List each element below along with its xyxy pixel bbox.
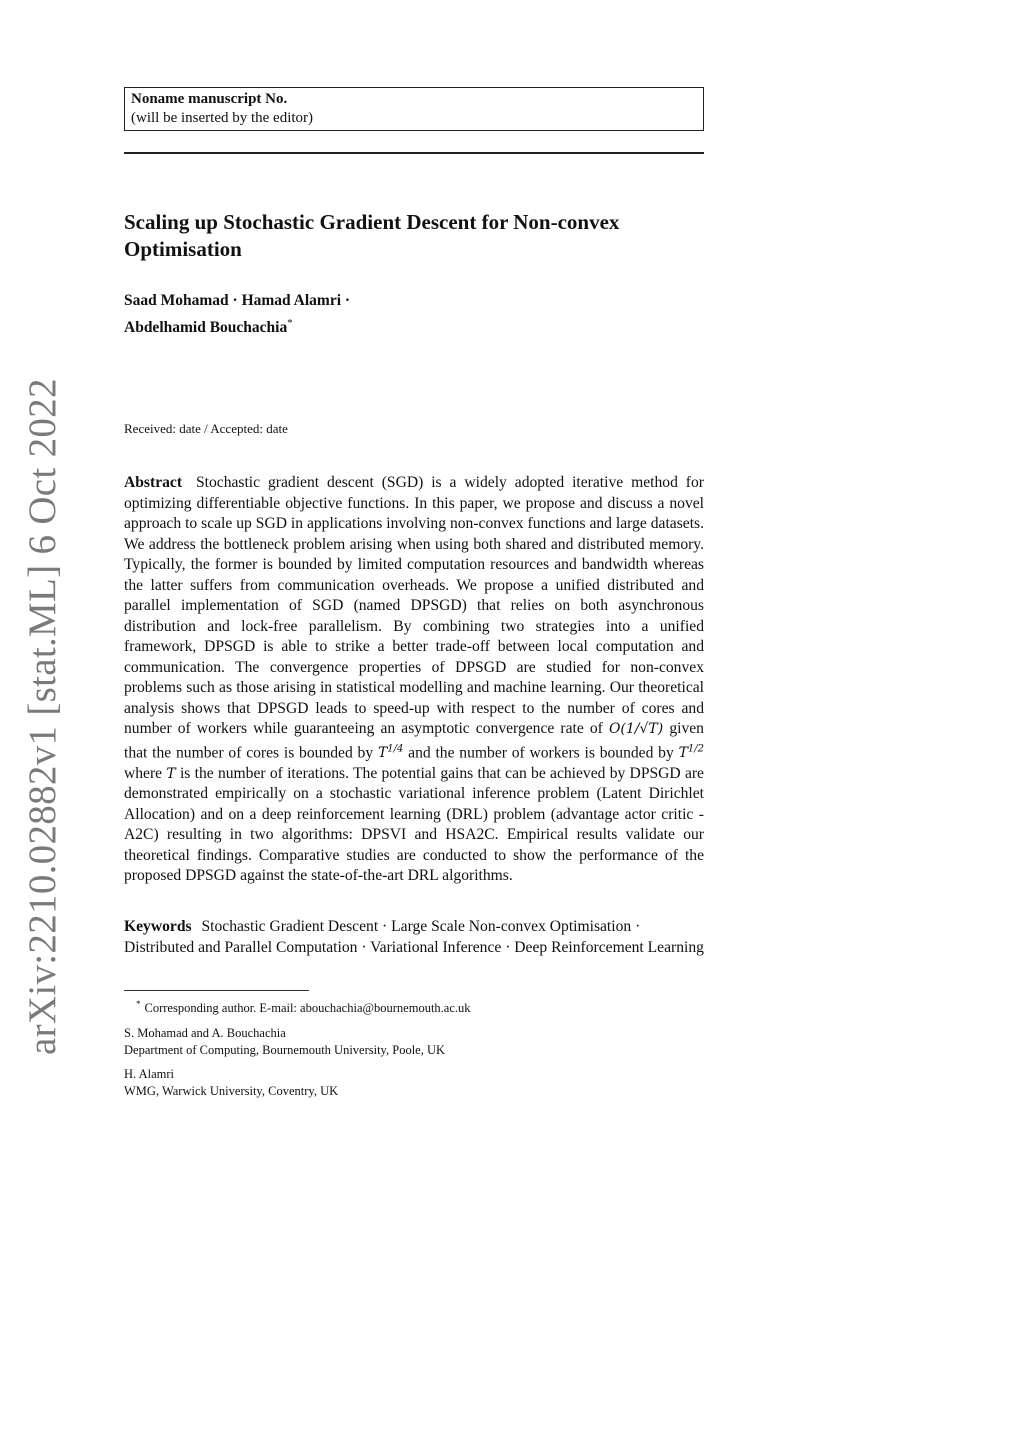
affiliation-names: S. Mohamad and A. Bouchachia	[124, 1026, 286, 1040]
author-list	[124, 289, 704, 339]
affiliation-institution: Department of Computing, Bournemouth University, Poole, UK	[124, 1043, 446, 1057]
received-date: Received: date / Accepted: date	[124, 421, 288, 436]
affiliation-names: H. Alamri	[124, 1067, 174, 1081]
author-name: Abdelhamid Bouchachia	[124, 319, 288, 337]
abstract-text-5: is the number of iterations. The potential gains that can be achieved by DPSGD are demonstrated empirically on a stochastic variational inference problem (Latent Dirichlet Allocation) and on a deep reinforcement learning (DRL) problem (advantage actor critic - A2C) resulting in two algorithms: DPSVI and HSA2C. Empirical results validate our theoretical findings. Comparative studies are conducted to show the performance of the proposed DPSGD against the state-of-the-art DRL algorithms.	[124, 764, 704, 885]
keywords-label: Keywords	[124, 918, 192, 935]
footnote-mark: *	[136, 999, 141, 1009]
manuscript-number-label: Noname manuscript No.	[131, 91, 288, 107]
affiliation-institution: WMG, Warwick University, Coventry, UK	[124, 1084, 339, 1098]
paper-title: Scaling up Stochastic Gradient Descent for Non-convex Optimisation	[124, 210, 620, 261]
math-workers-bound: $T^{1/2}$	[678, 743, 705, 762]
abstract-text-1: Stochastic gradient descent (SGD) is a widely adopted iterative method for optimizing differentiable objective functions. In this paper, we propose and discuss a novel approach to scale up SGD in applications involving non-convex functions and large datasets. We address the bottleneck problem arising when using both shared and distributed memory. Typically, the former is bounded by limited computation resources and bandwidth whereas the latter suffers from communication overheads. We propose a unified distributed and parallel implementation of SGD (named DPSGD) that relies on both asynchronous distribution and lock-free parallelism. By combining two strategies into a unified framework, DPSGD is able to strike a better trade-off between local computation and communication. The convergence properties of DPSGD are studied for non-convex problems such as those arising in statistical modelling and machine learning. Our theoretical analysis shows that DPSGD leads to speed-up with respect to the number of cores and number of workers while guaranteeing an asymptotic convergence rate of	[124, 474, 704, 737]
author-line-2	[124, 312, 704, 339]
author-line-1: Saad Mohamad · Hamad Alamri ·	[124, 292, 351, 309]
abstract-text-2: given that the number of cores is bounded by	[124, 720, 704, 762]
keywords-block	[124, 917, 704, 958]
footnote-text: Corresponding author. E-mail: abouchachia@bournemouth.ac.uk	[144, 1001, 471, 1016]
abstract-label: Abstract	[124, 474, 183, 491]
math-convergence-rate: O(1/√T)	[608, 721, 664, 737]
keywords-text: Stochastic Gradient Descent · Large Scale Non-convex Optimisation · Distributed and Parallel Computation · Variational Inference · Deep Reinforcement Learning	[124, 918, 704, 956]
abstract-text-3: and the number of workers is bounded by	[408, 744, 674, 762]
abstract-block	[124, 473, 704, 887]
footnote-rule	[124, 990, 309, 991]
arxiv-identifier-stamp: arXiv:2210.02882v1 [stat.ML] 6 Oct 2022	[21, 378, 64, 1055]
math-iterations-symbol: T	[166, 765, 176, 782]
header-rule	[124, 152, 704, 154]
affiliation-1	[124, 1025, 704, 1059]
abstract-text-4: where	[124, 764, 163, 782]
manuscript-editor-note: (will be inserted by the editor)	[131, 110, 314, 126]
corresponding-author-footnote	[124, 996, 716, 1016]
math-cores-bound: $T^{1/4}$	[377, 743, 404, 762]
corresponding-author-mark: *	[287, 317, 293, 329]
affiliation-2	[124, 1066, 704, 1100]
manuscript-number-box	[124, 87, 704, 131]
